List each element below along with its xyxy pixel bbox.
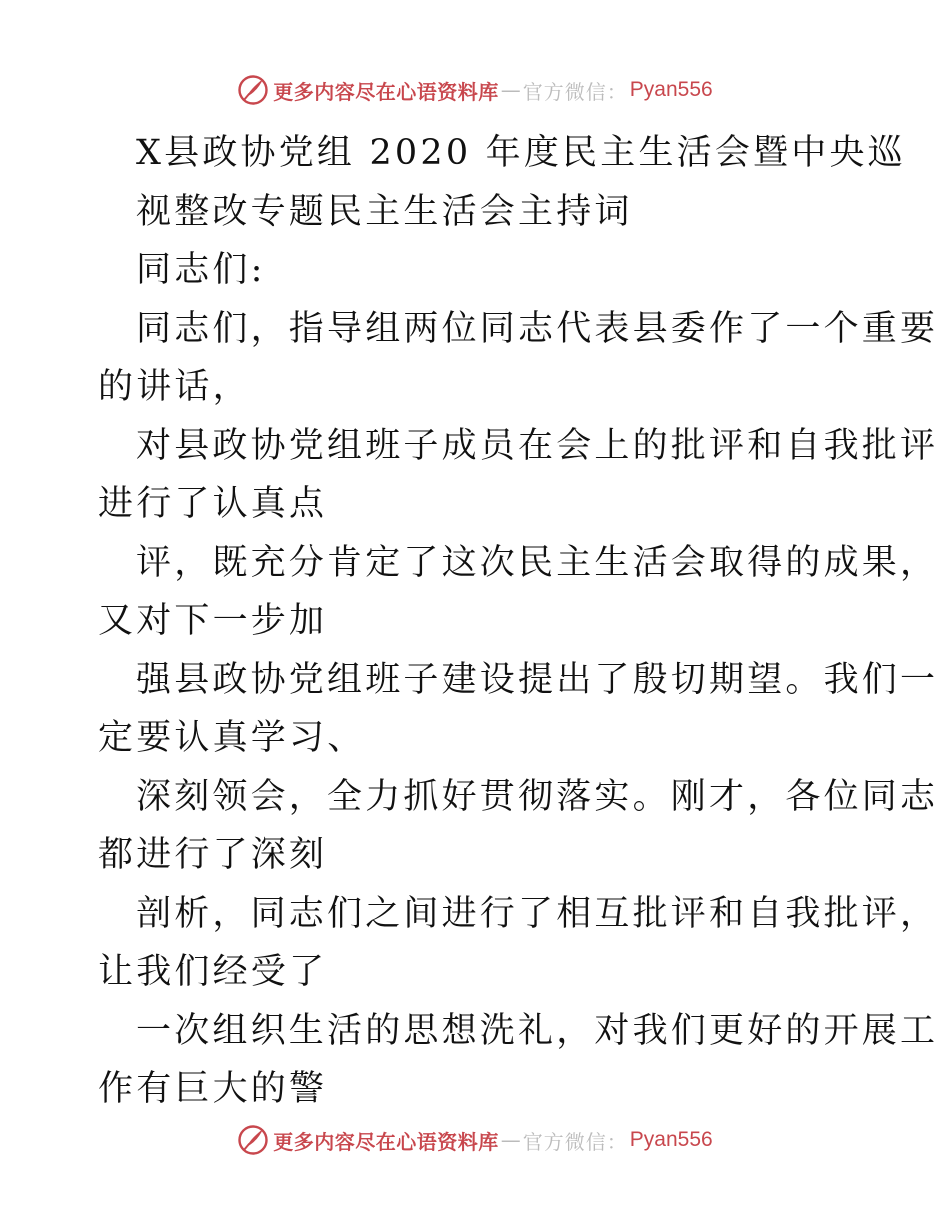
salutation: 同志们:: [136, 250, 266, 290]
footer-banner: [0, 1120, 950, 1160]
document-title-line-2: 视整改专题民主生活会主持词: [136, 191, 633, 232]
document-body: [98, 124, 939, 1119]
paragraph-line: 的讲话，: [98, 367, 251, 407]
paragraph-line: 一次组织生活的思想洗礼，对我们更好的开展工: [136, 1010, 939, 1051]
quill-pen-logo-icon: [237, 74, 269, 106]
header-banner: [0, 70, 950, 110]
banner-official-label: 官方微信：: [522, 79, 628, 104]
paragraph-line: 又对下一步加: [98, 601, 328, 641]
paragraph-line: 对县政协党组班子成员在会上的批评和自我批评: [136, 425, 939, 466]
paragraph-line: 让我们经受了: [98, 952, 328, 992]
banner-wechat-id: Pyan556: [629, 1128, 713, 1151]
quill-pen-logo-icon: [237, 1124, 269, 1156]
paragraph-line: 同志们，指导组两位同志代表县委作了一个重要: [136, 308, 939, 349]
banner-dash: —: [500, 78, 521, 102]
paragraph-line: 进行了认真点: [98, 484, 328, 524]
document-title-line-1: X县政协党组 2020 年度民主生活会暨中央巡: [136, 133, 906, 173]
paragraph-line: 都进行了深刻: [98, 835, 328, 875]
paragraph-line: 评，既充分肯定了这次民主生活会取得的成果，: [136, 542, 939, 583]
paragraph-line: 强县政协党组班子建设提出了殷切期望。我们一: [136, 659, 939, 700]
banner-official-label: 官方微信：: [522, 1129, 628, 1154]
banner-brand-text: 更多内容尽在心语资料库: [273, 1129, 499, 1154]
banner-brand-text: 更多内容尽在心语资料库: [273, 79, 499, 104]
paragraph-line: 深刻领会，全力抓好贯彻落实。刚才，各位同志: [136, 776, 939, 817]
banner-dash: —: [500, 1128, 521, 1152]
banner-wechat-id: Pyan556: [629, 78, 713, 101]
paragraph-line: 定要认真学习、: [98, 718, 366, 758]
paragraph-line: 剖析，同志们之间进行了相互批评和自我批评，: [136, 893, 939, 934]
paragraph-line: 作有巨大的警: [98, 1069, 328, 1109]
